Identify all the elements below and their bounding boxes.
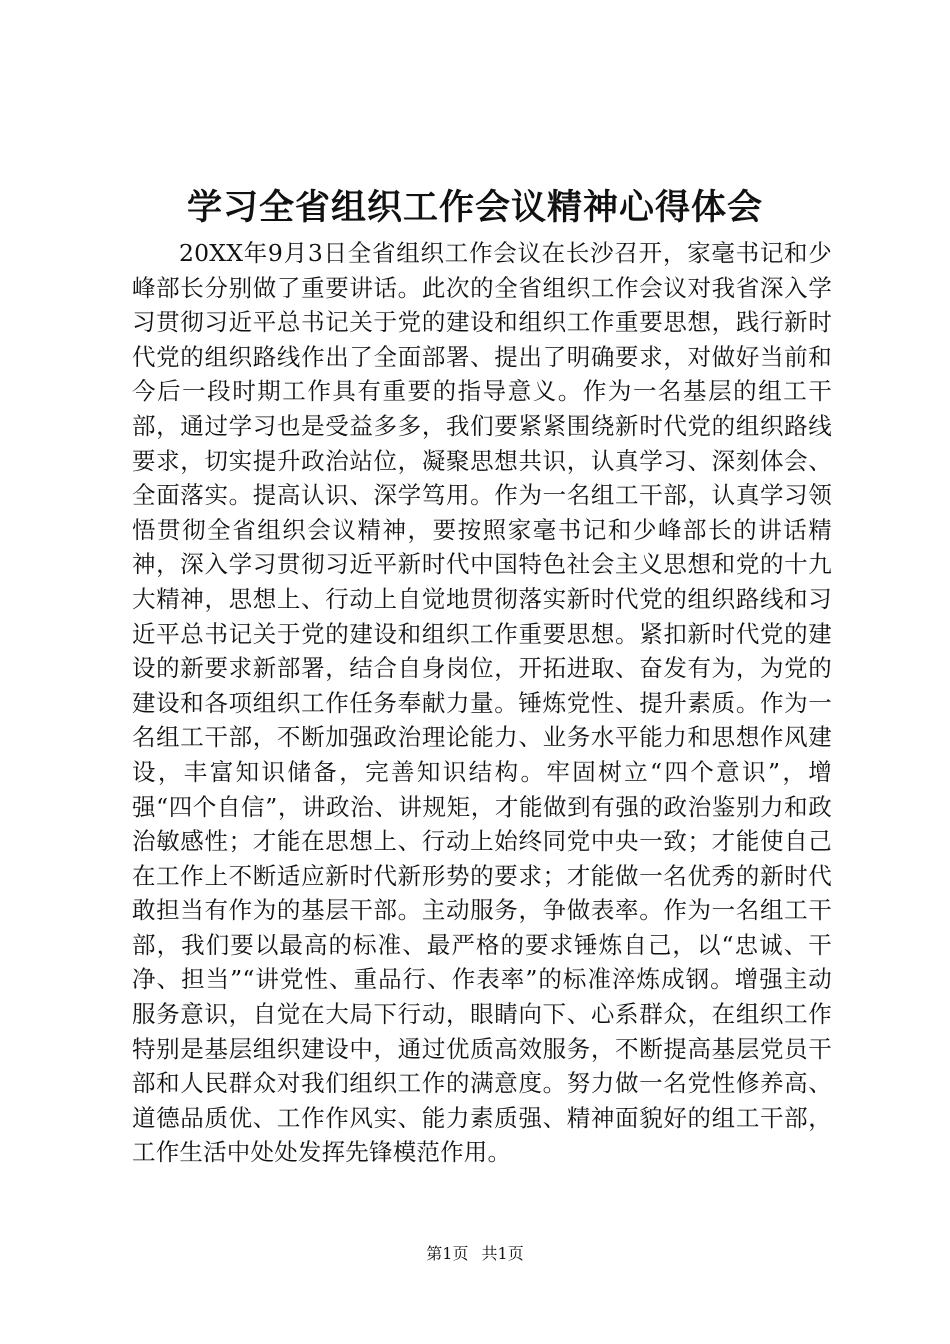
document-body: 20XX年9月3日全省组织工作会议在长沙召开，家毫书记和少峰部长分别做了重要讲话。此次的全省组织工作会议对我省深入学习贯彻习近平总书记关于党的建设和组织工作重要思想，践行新时代党的组织路线作出了全面部署、提出了明确要求，对做好当前和今后一段时期工作具有重要的指导意义。作为一名基层的组工干部，通过学习也是受益多多，我们要紧紧围绕新时代党的组织路线要求，切实提升政治站位，凝聚思想共识，认真学习、深刻体会、全面落实。提高认识、深学笃用。作为一名组工干部，认真学习领悟贯彻全省组织会议精神，要按照家毫书记和少峰部长的讲话精神，深入学习贯彻习近平新时代中国特色社会主义思想和党的十九大精神，思想上、行动上自觉地贯彻落实新时代党的组织路线和习近平总书记关于党的建设和组织工作重要思想。紧扣新时代党的建设的新要求新部署，结合自身岗位，开拓进取、奋发有为，为党的建设和各项组织工作任务奉献力量。锤炼党性、提升素质。作为一名组工干部，不断加强政治理论能力、业务水平能力和思想作风建设，丰富知识储备，完善知识结构。牢固树立“四个意识”，增强“四个自信”，讲政治、讲规矩，才能做到有强的政治鉴别力和政治敏感性；才能在思想上、行动上始终同党中央一致；才能使自己在工作上不断适应新时代新形势的要求；才能做一名优秀的新时代敢担当有作为的基层干部。主动服务，争做表率。作为一名组工干部，我们要以最高的标准、最严格的要求锤炼自己，以“忠诚、干净、担当”“讲党性、重品行、作表率”的标准淬炼成钢。增强主动服务意识，自觉在大局下行动，眼睛向下、心系群众，在组织工作特别是基层组织建设中，通过优质高效服务，不断提高基层党员干部和人民群众对我们组织工作的满意度。努力做一名党性修养高、道德品质优、工作作风实、能力素质强、精神面貌好的组工干部，工作生活中处处发挥先锋模范作用。 (132, 239, 832, 1167)
page-total: 共1页 (481, 1244, 524, 1263)
page-number: 第1页 (426, 1244, 469, 1263)
page-footer (0, 1242, 950, 1266)
document-title: 学习全省组织工作会议精神心得体会 (186, 187, 763, 228)
